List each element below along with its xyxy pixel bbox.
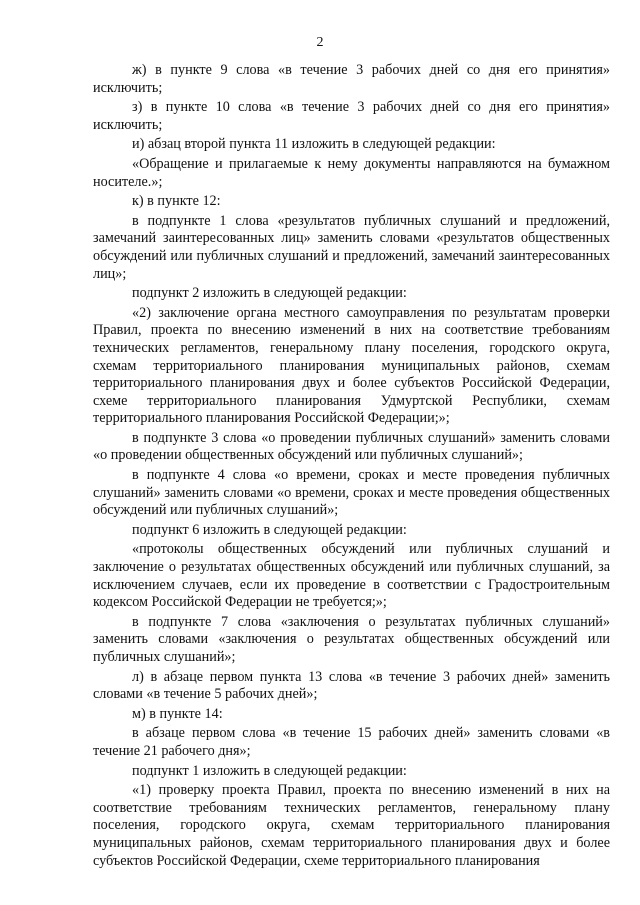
paragraph: «Обращение и прилагаемые к нему документы направляются на бумажном носителе.»;	[93, 155, 610, 190]
paragraph: и) абзац второй пункта 11 изложить в следующей редакции:	[132, 136, 496, 153]
paragraph: подпункт 2 изложить в следующей редакции:	[132, 285, 407, 302]
paragraph: к) в пункте 12:	[132, 193, 221, 210]
paragraph: з) в пункте 10 слова «в течение 3 рабочих дней со дня его принятия» исключить;	[93, 99, 610, 133]
paragraph: в подпункте 1 слова «результатов публичных слушаний и предложений, замечаний заинтересованных лиц» заменить словами «результатов общественных обсуждений или публичных слушаний и предложений, замечаний заинтересованных лиц»;	[93, 212, 610, 282]
paragraph: «2) заключение органа местного самоуправления по результатам проверки Правил, проекта по внесению изменений в них на соответствие требованиям технических регламентов, генеральному плану поселения, городского округа, схемам территориального планирования муниципальных районов, схемам территориального планирования двух и более субъектов Российской Федерации, схеме территориального планирования Удмуртской Республики, схемам территориального планирования Российской Федерации;»;	[93, 304, 610, 427]
paragraph: подпункт 1 изложить в следующей редакции:	[132, 762, 407, 779]
paragraph: ж) в пункте 9 слова «в течение 3 рабочих дней со дня его принятия» исключить;	[93, 62, 610, 96]
paragraph: в подпункте 7 слова «заключения о результатах публичных слушаний» заменить словами «заключения о результатах общественных обсуждений или публичных слушаний»;	[93, 613, 610, 665]
page-number: 2	[316, 35, 324, 50]
paragraph: «1) проверку проекта Правил, проекта по внесению изменений в них на соответствие требованиям технических регламентов, генеральному плану поселения, городского округа, схемам территориального планирования муниципальных районов, схемам территориального планирования двух и более субъектов Российской Федерации, схеме территориального планирования	[93, 782, 610, 869]
paragraph: л) в абзаце первом пункта 13 слова «в течение 3 рабочих дней» заменить словами «в течение 5 рабочих дней»;	[93, 668, 610, 703]
paragraph: «протоколы общественных обсуждений или публичных слушаний и заключение о результатах общественных обсуждений или публичных слушаний, за исключением случаев, если их проведение в соответствии с Градостроительным кодексом Российской Федерации не требуется;»;	[93, 541, 610, 611]
paragraph: в подпункте 4 слова «о времени, сроках и месте проведения публичных слушаний» заменить словами «о времени, сроках и месте проведения общественных обсуждений или публичных слушаний»;	[93, 467, 610, 519]
paragraph: в подпункте 3 слова «о проведении публичных слушаний» заменить словами «о проведении общественных обсуждений или публичных слушаний»;	[93, 429, 610, 464]
paragraph: в абзаце первом слова «в течение 15 рабочих дней» заменить словами «в течение 21 рабочего дня»;	[93, 725, 610, 759]
paragraph: м) в пункте 14:	[132, 705, 223, 722]
document-body	[93, 62, 610, 872]
paragraph: подпункт 6 изложить в следующей редакции:	[132, 521, 407, 538]
